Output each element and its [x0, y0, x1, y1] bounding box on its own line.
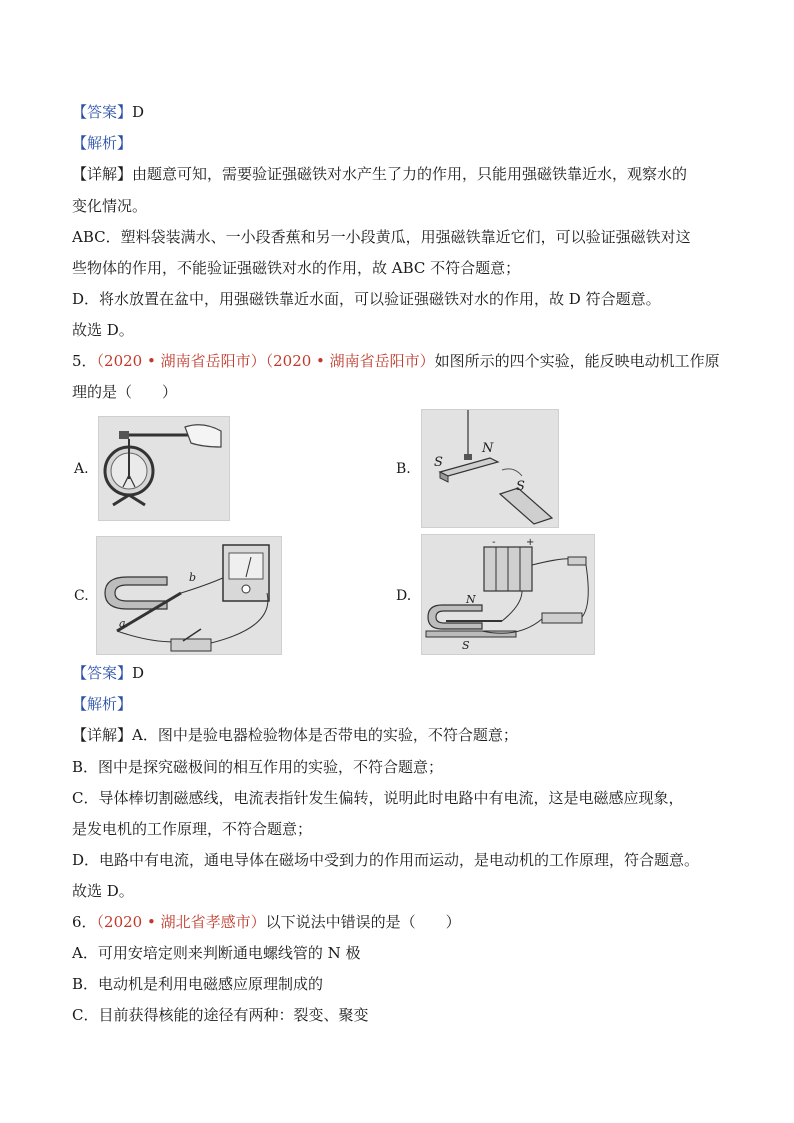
detail-tag: 【详解】 — [72, 726, 133, 744]
q4-analysis-tag: 【解析】 — [72, 134, 133, 152]
q6-option-c: C．目前获得核能的途径有两种：裂变、聚变 — [72, 1006, 369, 1024]
answer-value: D — [132, 103, 145, 121]
answer-tag: 【答案】 — [72, 664, 133, 682]
fig-b-s2-text: S — [516, 479, 525, 494]
option-b-figure — [421, 409, 559, 528]
option-a-label: A. — [74, 461, 89, 477]
motor-illustration — [422, 535, 594, 654]
q4-choose: 故选 D。 — [72, 321, 134, 339]
q5-detail-c1: C．导体棒切割磁感线，电流表指针发生偏转，说明此时电路中有电流，这是电磁感应现象， — [72, 789, 684, 807]
detail-tag: 【详解】 — [72, 165, 133, 183]
q4-detail-line1 — [72, 164, 687, 184]
q6-source: （2020 • 湖北省孝感市） — [96, 913, 266, 931]
q5-detail-c2: 是发电机的工作原理，不符合题意； — [72, 820, 313, 838]
option-b-label: B. — [396, 461, 411, 477]
q5-number: 5． — [72, 352, 97, 370]
q5-stem-line1 — [72, 351, 720, 371]
q5-analysis-tag: 【解析】 — [72, 695, 133, 713]
answer-value: D — [132, 664, 145, 682]
q6-number: 6． — [72, 913, 97, 931]
fig-d-s-text: S — [462, 639, 470, 652]
q5-source2: （2020 • 湖南省岳阳市） — [265, 352, 435, 370]
option-d-label: D. — [396, 588, 412, 604]
q5-detail-d: D．电路中有电流，通电导体在磁场中受到力的作用而运动，是电动机的工作原理，符合题意。 — [72, 851, 700, 869]
option-d-figure — [421, 534, 595, 655]
q6-stem-text: 以下说法中错误的是（ ） — [265, 913, 461, 931]
fig-c-b-text: b — [189, 571, 197, 584]
q6-stem — [72, 912, 461, 932]
q4-answer-line — [72, 102, 144, 122]
q5-stem-text: 如图所示的四个实验，能反映电动机工作原 — [434, 352, 720, 370]
q6-option-b: B．电动机是利用电磁感应原理制成的 — [72, 975, 324, 993]
fig-d-minus-text: - — [492, 537, 496, 548]
fig-d-plus-text: + — [526, 537, 535, 548]
detail-text: A．图中是验电器检验物体是否带电的实验，不符合题意； — [132, 726, 518, 744]
fig-c-a-text: a — [119, 617, 126, 630]
q5-stem-line2: 理的是（ ） — [72, 383, 178, 401]
fig-d-n-text: N — [466, 593, 476, 606]
q6-option-a: A．可用安培定则来判断通电螺线管的 N 极 — [72, 944, 361, 962]
q5-answer-line — [72, 663, 144, 683]
q5-choose: 故选 D。 — [72, 882, 134, 900]
fig-b-n-text: N — [482, 441, 494, 456]
option-c-label: C. — [74, 588, 89, 604]
fig-b-s1-text: S — [434, 455, 443, 470]
option-c-figure — [96, 536, 282, 655]
q4-d-line: D．将水放置在盆中，用强磁铁靠近水面，可以验证强磁铁对水的作用，故 D 符合题意。 — [72, 290, 661, 308]
q5-detail-a — [72, 725, 518, 745]
q5-source1: （2020 • 湖南省岳阳市） — [96, 352, 266, 370]
q4-detail-line2: 变化情况。 — [72, 197, 148, 215]
answer-tag: 【答案】 — [72, 103, 133, 121]
q5-detail-b: B．图中是探究磁极间的相互作用的实验，不符合题意； — [72, 758, 444, 776]
induction-illustration — [97, 537, 281, 654]
detail-text: 由题意可知，需要验证强磁铁对水产生了力的作用，只能用强磁铁靠近水，观察水的 — [132, 165, 688, 183]
q4-abc-line1: ABC．塑料袋装满水、一小段香蕉和另一小段黄瓜，用强磁铁靠近它们，可以验证强磁铁对这 — [72, 228, 691, 246]
option-a-figure — [98, 416, 230, 521]
electroscope-illustration — [99, 417, 229, 520]
magnets-illustration — [422, 410, 558, 527]
q4-abc-line2: 些物体的作用，不能验证强磁铁对水的作用，故 ABC 不符合题意； — [72, 259, 521, 277]
